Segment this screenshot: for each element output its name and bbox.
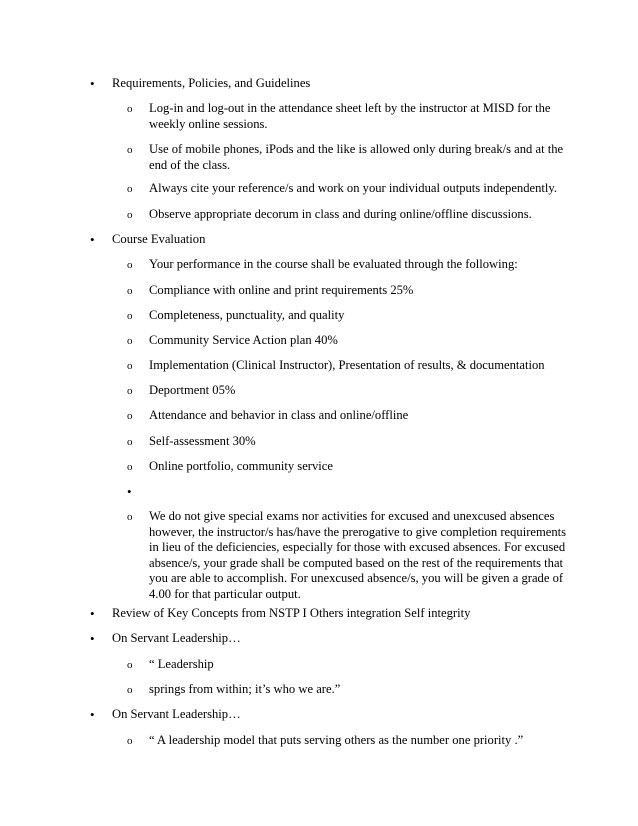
sub-list-item: Use of mobile phones, iPods and the like is allowed only during break/s and at the end of the class.: [149, 142, 564, 172]
bullet-circle-icon: o: [127, 511, 133, 523]
bullet-disc-icon: •: [127, 484, 132, 499]
sub-list-item: “ A leadership model that puts serving others as the number one priority .”: [149, 733, 524, 747]
sub-list-item: We do not give special exams nor activities for excused and unexcused absences however, the instructor/s has/have the prerogative to give completion requirements in lieu of the deficiencies, especially for those with excused absences. For excused absence/s, your grade shall be computed based on the rest of the requirements that you are able to accomplish. For unexcused absence/s, you will be given a grade of 4.00 for that particular output.: [149, 509, 567, 601]
bullet-circle-icon: o: [127, 461, 133, 473]
bullet-circle-icon: o: [127, 103, 133, 115]
bullet-circle-icon: o: [127, 310, 133, 322]
bullet-circle-icon: o: [127, 335, 133, 347]
bullet-disc-icon: •: [90, 707, 95, 722]
bullet-circle-icon: o: [127, 436, 133, 448]
bullet-circle-icon: o: [127, 684, 133, 696]
list-item: Course Evaluation: [112, 232, 206, 246]
bullet-circle-icon: o: [127, 735, 133, 747]
list-item: Review of Key Concepts from NSTP I Others integration Self integrity: [112, 606, 471, 620]
list-item: Requirements, Policies, and Guidelines: [112, 76, 311, 90]
bullet-disc-icon: •: [90, 76, 95, 91]
sub-list-item: Self-assessment 30%: [149, 434, 256, 448]
sub-list-item: Your performance in the course shall be evaluated through the following:: [149, 257, 518, 271]
bullet-disc-icon: •: [90, 606, 95, 621]
sub-list-item: Online portfolio, community service: [149, 459, 333, 473]
bullet-disc-icon: •: [90, 232, 95, 247]
bullet-circle-icon: o: [127, 209, 133, 221]
sub-list-item: “ Leadership: [149, 657, 214, 671]
sub-list-item: Implementation (Clinical Instructor), Presentation of results, & documentation: [149, 358, 545, 372]
sub-list-item: Deportment 05%: [149, 383, 236, 397]
bullet-circle-icon: o: [127, 360, 133, 372]
bullet-circle-icon: o: [127, 385, 133, 397]
bullet-circle-icon: o: [127, 410, 133, 422]
bullet-circle-icon: o: [127, 259, 133, 271]
sub-list-item: Always cite your reference/s and work on your individual outputs independently.: [149, 181, 558, 195]
bullet-circle-icon: o: [127, 285, 133, 297]
sub-list-item: Observe appropriate decorum in class and during online/offline discussions.: [149, 207, 532, 221]
sub-list-item: Attendance and behavior in class and online/offline: [149, 408, 409, 422]
bullet-circle-icon: o: [127, 144, 133, 156]
bullet-circle-icon: o: [127, 659, 133, 671]
list-item: On Servant Leadership…: [112, 631, 241, 645]
sub-list-item: Community Service Action plan 40%: [149, 333, 338, 347]
sub-list-item: Completeness, punctuality, and quality: [149, 308, 345, 322]
bullet-disc-icon: •: [90, 631, 95, 646]
sub-list-item: Log-in and log-out in the attendance sheet left by the instructor at MISD for the weekly online sessions.: [149, 101, 551, 131]
sub-list-item: Compliance with online and print requirements 25%: [149, 283, 414, 297]
sub-list-item: springs from within; it’s who we are.”: [149, 682, 341, 696]
list-item: On Servant Leadership…: [112, 707, 241, 721]
bullet-circle-icon: o: [127, 183, 133, 195]
